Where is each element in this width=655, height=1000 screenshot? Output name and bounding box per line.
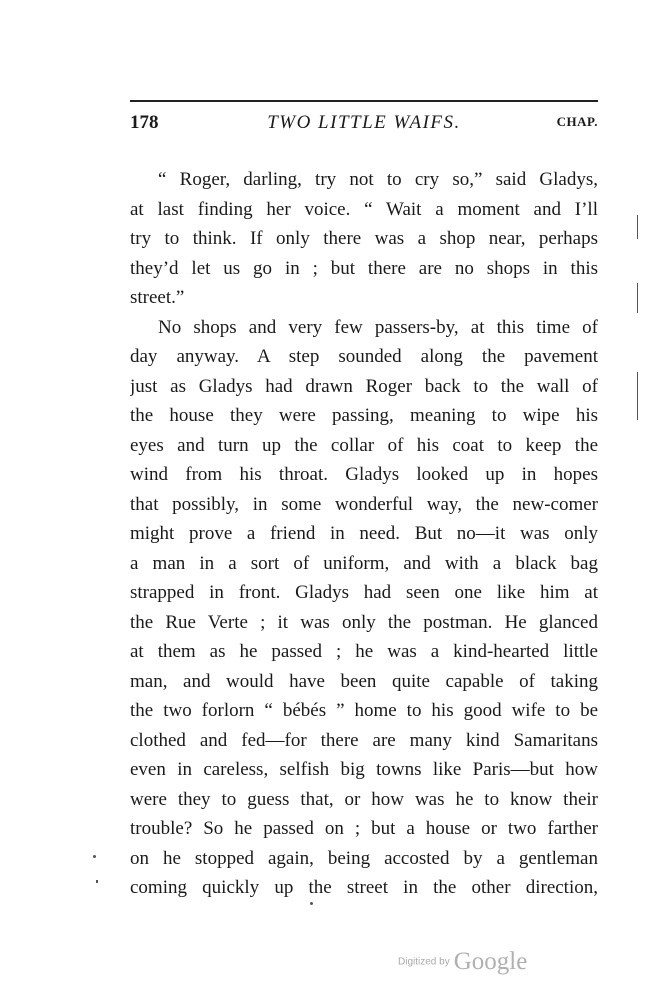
text-line: “ Roger, darling, try not to cry so,” said Gladys, <box>158 169 598 190</box>
text-line: strapped in front. Gladys had seen one like him at <box>130 582 598 603</box>
page-number: 178 <box>130 112 159 133</box>
text-line: trouble? So he passed on ; but a house or two farther <box>130 818 598 839</box>
scan-mark <box>637 215 638 239</box>
text-line: on he stopped again, being accosted by a gentleman <box>130 847 598 869</box>
scan-mark <box>637 283 638 313</box>
scan-mark <box>637 372 638 420</box>
text-line: at last finding her voice. “ Wait a moment and I’ll <box>130 198 598 220</box>
text-line: the house they were passing, meaning to wipe his <box>130 405 598 426</box>
text-line: the Rue Verte ; it was only the postman. He glanced <box>130 611 598 633</box>
book-title: TWO LITTLE WAIFS. <box>267 112 461 133</box>
text-line: clothed and fed—for there are many kind Samaritans <box>130 729 598 751</box>
text-line: might prove a friend in need. But no—it was only <box>130 523 598 544</box>
running-head <box>130 112 598 140</box>
digitized-by-google-watermark <box>398 948 527 978</box>
text-line: even in careless, selfish big towns like Paris—but how <box>130 759 598 780</box>
text-line: that possibly, in some wonderful way, the new-comer <box>130 493 598 515</box>
text-line: a man in a sort of uniform, and with a black bag <box>130 552 598 574</box>
chapter-abbrev: CHAP. <box>556 114 598 129</box>
header-rule <box>130 100 598 102</box>
scan-mark <box>310 902 313 905</box>
text-line: No shops and very few passers-by, at this time of <box>158 316 598 338</box>
google-logo: Google <box>453 948 528 975</box>
text-line: eyes and turn up the collar of his coat to keep the <box>130 434 598 456</box>
text-line: man, and would have been quite capable of taking <box>130 670 598 692</box>
text-line: wind from his throat. Gladys looked up in hopes <box>130 464 598 485</box>
scan-mark <box>93 855 96 858</box>
text-line: they’d let us go in ; but there are no shops in this <box>130 257 598 279</box>
scan-mark <box>96 880 98 883</box>
page-body <box>130 165 598 903</box>
text-line: day anyway. A step sounded along the pavement <box>130 346 598 367</box>
text-line: were they to guess that, or how was he to know their <box>130 788 598 810</box>
text-line: coming quickly up the street in the other direction, <box>130 877 598 898</box>
text-line: at them as he passed ; he was a kind-hearted little <box>130 641 598 662</box>
text-line: the two forlorn “ bébés ” home to his good wife to be <box>130 700 598 721</box>
text-line: try to think. If only there was a shop near, perhaps <box>130 228 598 249</box>
digitized-label: Digitized by <box>398 956 450 968</box>
text-line: street.” <box>130 287 185 308</box>
text-line: just as Gladys had drawn Roger back to the wall of <box>130 375 598 397</box>
